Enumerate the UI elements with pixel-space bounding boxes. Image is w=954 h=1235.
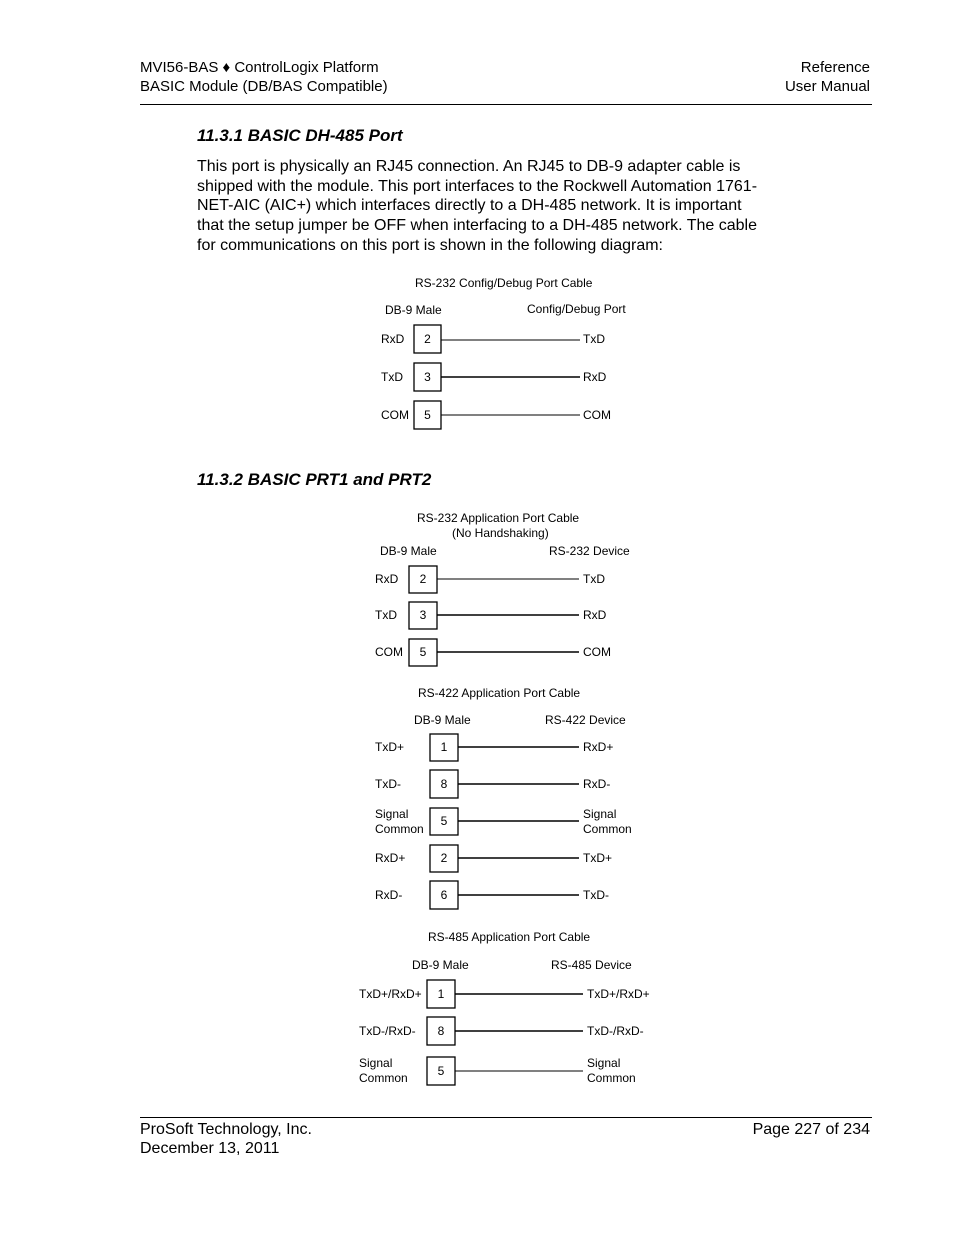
page-number: Page 227 of 234	[752, 1121, 870, 1138]
header-product: MVI56-BAS ♦ ControlLogix Platform	[140, 59, 379, 76]
pin-number: 5	[440, 814, 448, 828]
signal-label-right: RxD	[583, 608, 607, 622]
signal-label-left: RxD-	[375, 888, 403, 902]
header-section: Reference	[800, 59, 870, 76]
pin-number: 8	[437, 1024, 445, 1038]
signal-label-left: TxD-/RxD-	[359, 1024, 416, 1038]
diagram-right-header: RS-422 Device	[545, 713, 626, 727]
signal-label-right: TxD-/RxD-	[587, 1024, 644, 1038]
signal-label-left-line2: Common	[359, 1071, 408, 1085]
signal-label-right-line2: Common	[587, 1071, 636, 1085]
header-module: BASIC Module (DB/BAS Compatible)	[140, 78, 388, 95]
diagram-title: RS-232 Application Port Cable	[417, 511, 580, 525]
diagram-title: RS-485 Application Port Cable	[428, 930, 591, 944]
pin-number: 5	[424, 408, 431, 422]
pin-number: 5	[437, 1064, 445, 1078]
pin-number: 5	[419, 645, 427, 659]
signal-label-right: TxD	[583, 332, 605, 346]
signal-label-left: COM	[375, 645, 403, 659]
paragraph-line: shipped with the module. This port interfaces to the Rockwell Automation 1761-	[197, 177, 758, 195]
paragraph-line: for communications on this port is shown in the following diagram:	[197, 236, 663, 254]
pin-number: 3	[419, 608, 427, 622]
footer-company: ProSoft Technology, Inc.	[140, 1121, 312, 1138]
signal-label-right: RxD-	[583, 777, 611, 791]
signal-label-left: Signal	[375, 807, 409, 821]
signal-label-right: TxD+/RxD+	[587, 987, 650, 1001]
signal-label-left: TxD+/RxD+	[359, 987, 422, 1001]
signal-label-right: COM	[583, 408, 611, 422]
footer-right	[753, 1120, 870, 1139]
signal-label-left: RxD	[381, 332, 405, 346]
diagram-left-header: DB-9 Male	[380, 544, 437, 558]
diagram-right-header: RS-232 Device	[549, 544, 630, 558]
signal-label-right: TxD+	[583, 851, 613, 865]
diagram-left-header: DB-9 Male	[412, 958, 469, 972]
signal-label-left: RxD+	[375, 851, 406, 865]
diagram-title: RS-422 Application Port Cable	[418, 686, 581, 700]
signal-label-right: COM	[583, 645, 611, 659]
signal-label-right: TxD	[583, 572, 605, 586]
signal-label-right: RxD+	[583, 740, 614, 754]
pin-number: 6	[440, 888, 448, 902]
diagram-title: RS-232 Config/Debug Port Cable	[415, 276, 593, 290]
signal-label-left: Signal	[359, 1056, 393, 1070]
pin-number: 8	[440, 777, 448, 791]
pin-number: 1	[437, 987, 445, 1001]
signal-label-left: TxD+	[375, 740, 405, 754]
signal-label-right: RxD	[583, 370, 607, 384]
footer-date: December 13, 2011	[140, 1140, 280, 1157]
diagram-right-header: Config/Debug Port	[527, 302, 626, 316]
signal-label-left: TxD-	[375, 777, 401, 791]
signal-label-left: RxD	[375, 572, 399, 586]
pin-number: 3	[424, 370, 431, 384]
signal-label-left-line2: Common	[375, 822, 424, 836]
signal-label-right: Signal	[583, 807, 617, 821]
pin-number: 1	[440, 740, 448, 754]
header-doc-type: User Manual	[784, 78, 870, 95]
pin-number: 2	[440, 851, 448, 865]
signal-label-right: Signal	[587, 1056, 621, 1070]
paragraph-line: This port is physically an RJ45 connection. An RJ45 to DB-9 adapter cable is	[197, 158, 741, 175]
signal-label-right-line2: Common	[583, 822, 632, 836]
signal-label-left: TxD	[375, 608, 397, 622]
pin-number: 2	[424, 332, 431, 346]
pin-number: 2	[419, 572, 427, 586]
section-heading-prt1-prt2: 11.3.2 BASIC PRT1 and PRT2	[197, 470, 432, 489]
paragraph-line: NET-AIC (AIC+) which interfaces directly to a DH-485 network. It is important	[197, 197, 742, 215]
footer-left	[140, 1120, 312, 1158]
diagram-subtitle: (No Handshaking)	[452, 526, 549, 540]
signal-label-right: TxD-	[583, 888, 609, 902]
footer-rule	[140, 1117, 872, 1118]
signal-label-left: COM	[381, 408, 409, 422]
diagram-right-header: RS-485 Device	[551, 958, 632, 972]
signal-label-left: TxD	[381, 370, 403, 384]
diagram-left-header: DB-9 Male	[385, 303, 442, 317]
section-heading-dh485: 11.3.1 BASIC DH-485 Port	[197, 126, 403, 145]
diagram-left-header: DB-9 Male	[414, 713, 471, 727]
paragraph-line: that the setup jumper be OFF when interfacing to a DH-485 network. The cable	[197, 217, 757, 235]
